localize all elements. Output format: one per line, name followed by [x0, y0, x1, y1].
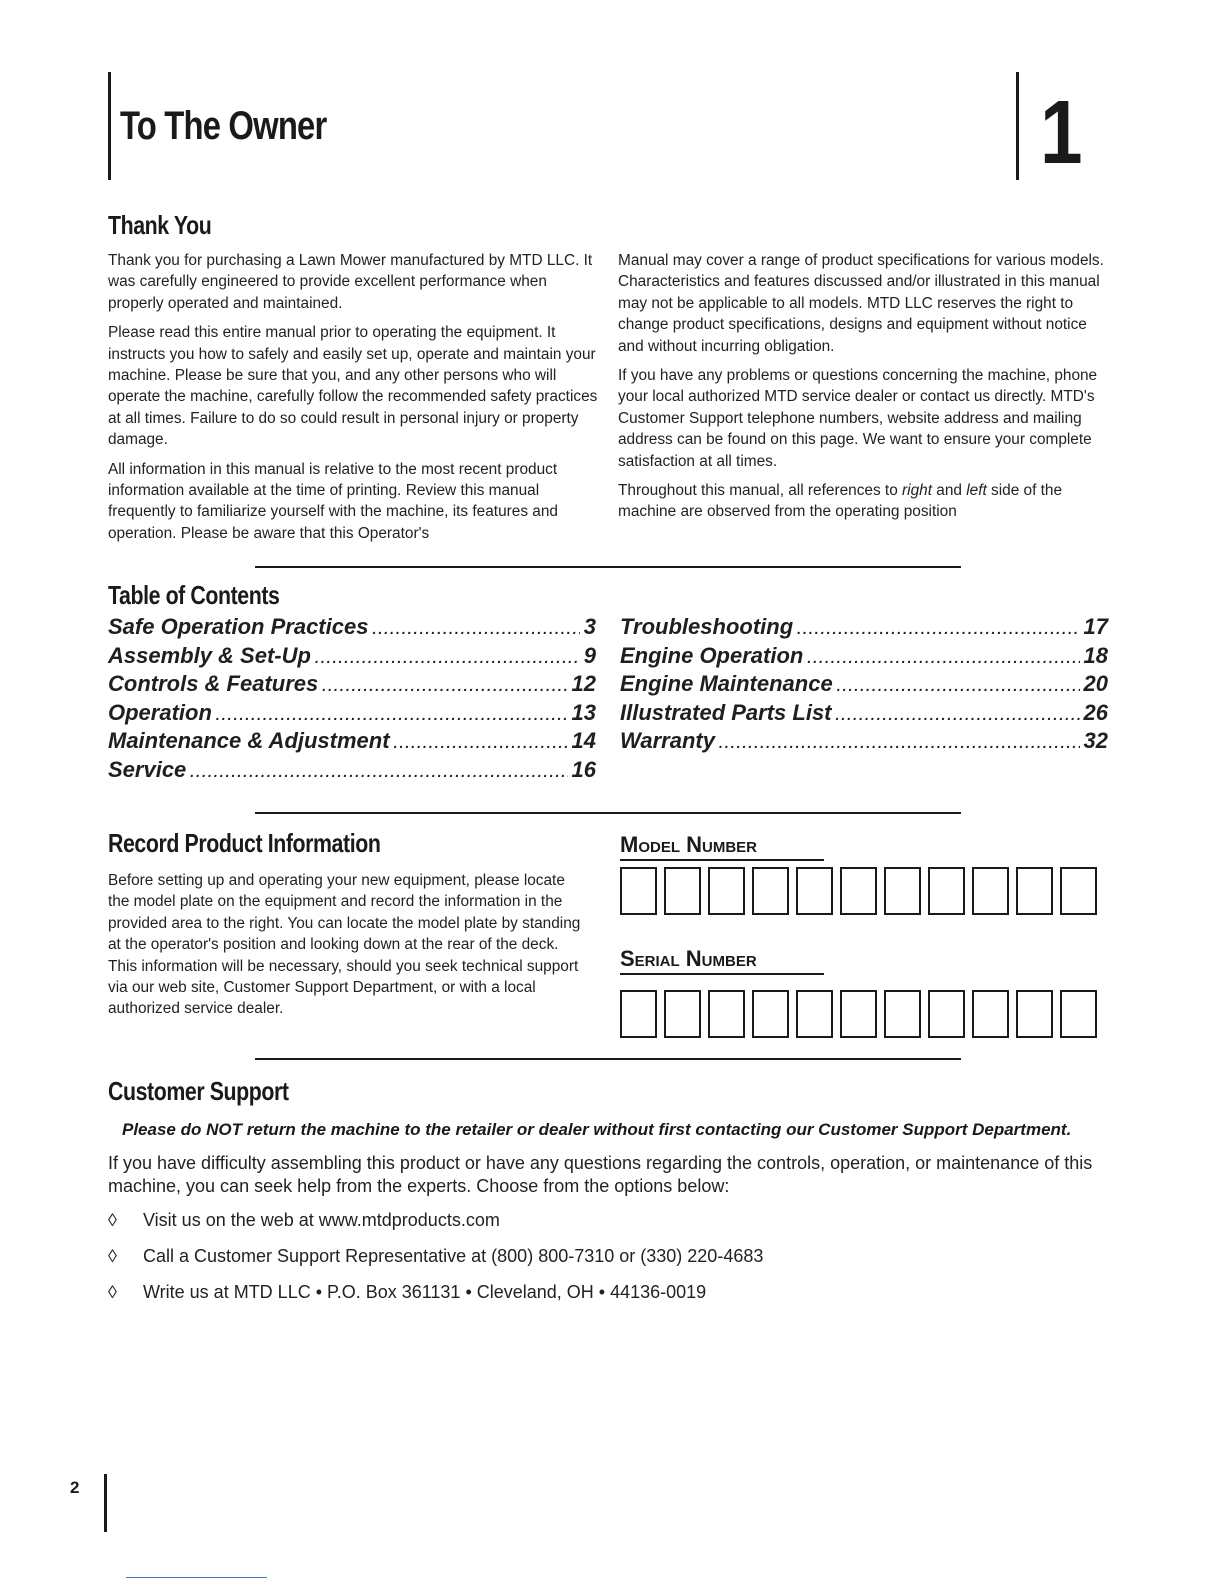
serial-number-digit-box[interactable]	[840, 990, 877, 1038]
toc-entry[interactable]	[620, 614, 1108, 643]
header-left-rule	[108, 72, 111, 180]
serial-number-digit-box[interactable]	[1016, 990, 1053, 1038]
toc-entry-title: Engine Operation	[620, 642, 804, 668]
toc-leader-dots	[315, 650, 580, 666]
section-divider	[255, 812, 961, 814]
toc-entry-page: 20	[1083, 671, 1108, 697]
support-option-text: Write us at MTD LLC • P.O. Box 361131 • Cleveland, OH • 44136-0019	[143, 1282, 707, 1302]
toc-entry[interactable]	[108, 614, 596, 643]
toc-entry-page: 26	[1083, 699, 1108, 725]
toc-entry-title: Service	[108, 756, 187, 782]
serial-number-digit-box[interactable]	[752, 990, 789, 1038]
toc-leader-dots	[836, 707, 1080, 723]
toc-entry-page: 12	[571, 671, 596, 697]
orientation-note: Throughout this manual, all references to right and left side of the machine are observed from the operating position	[618, 482, 1063, 521]
toc-leader-dots	[322, 678, 567, 694]
model-number-digit-box[interactable]	[928, 867, 965, 915]
toc-entry-page: 3	[583, 614, 596, 639]
header-right-rule	[1016, 72, 1019, 180]
toc-leader-dots	[807, 650, 1079, 666]
serial-number-label: Serial Number	[620, 946, 824, 975]
thank-you-paragraph: All information in this manual is relative to the most recent product information available at the time of printing. Review this manual frequently to familiarize yourself with the machine, its features and operation. Please be aware that this Operator's	[108, 460, 558, 542]
toc-entry[interactable]	[108, 671, 596, 700]
model-number-digit-box[interactable]	[884, 867, 921, 915]
toc-entry[interactable]	[108, 700, 596, 729]
toc-leader-dots	[190, 764, 567, 780]
toc-entry-page: 32	[1083, 728, 1108, 754]
serial-number-digit-box[interactable]	[884, 990, 921, 1038]
toc-entry-title: Engine Maintenance	[620, 671, 833, 697]
diamond-bullet-icon: ◊	[108, 1246, 117, 1266]
toc-leader-dots	[216, 707, 568, 723]
serial-number-digit-box[interactable]	[620, 990, 657, 1038]
model-number-digit-box[interactable]	[620, 867, 657, 915]
footer-rule	[104, 1474, 107, 1532]
toc-entry[interactable]	[620, 643, 1108, 672]
chapter-number: 1	[1040, 83, 1083, 183]
serial-number-boxes	[620, 990, 1097, 1038]
toc-entry[interactable]	[620, 728, 1108, 757]
support-notice: Please do NOT return the machine to the retailer or dealer without first contacting our Customer Support Department.	[122, 1120, 1072, 1139]
toc-entry-page: 14	[571, 728, 596, 754]
toc-entry-page: 18	[1083, 642, 1108, 668]
model-number-digit-box[interactable]	[1016, 867, 1053, 915]
support-heading: Customer Support	[108, 1076, 289, 1106]
toc-entry[interactable]	[620, 700, 1108, 729]
toc-heading: Table of Contents	[108, 580, 280, 610]
toc-entry[interactable]	[108, 757, 596, 786]
toc-entry[interactable]	[108, 643, 596, 672]
toc-entry[interactable]	[108, 728, 596, 757]
model-number-label: Model Number	[620, 832, 824, 861]
thank-you-paragraph: Manual may cover a range of product specifications for various models. Characteristics and features discussed and/or illustrated in this manual may not be applicable to all models. MTD LLC reserves the right to change product specifications, designs and equipment without notice and without incurring obligation.	[618, 252, 1104, 355]
support-intro: If you have difficulty assembling this product or have any questions regarding the controls, operation, or maintenance of this machine, you can seek help from the experts. Choose from the options below:	[108, 1153, 1093, 1196]
serial-number-digit-box[interactable]	[796, 990, 833, 1038]
toc-leader-dots	[394, 735, 568, 751]
toc-entry-page: 16	[571, 756, 596, 782]
diamond-bullet-icon: ◊	[108, 1282, 117, 1302]
support-option-text: Call a Customer Support Representative at (800) 800-7310 or (330) 220-4683	[143, 1246, 764, 1266]
toc-entry-title: Assembly & Set-Up	[108, 642, 311, 668]
toc-entry[interactable]	[620, 671, 1108, 700]
page-number: 2	[70, 1478, 80, 1497]
model-number-digit-box[interactable]	[796, 867, 833, 915]
support-option-text: Visit us on the web at www.mtdproducts.com	[143, 1210, 500, 1230]
thank-you-right-column	[618, 250, 1110, 531]
thank-you-paragraph: If you have any problems or questions concerning the machine, phone your local authorized MTD service dealer or contact us directly. MTD's Customer Support telephone numbers, website address and mailing address can be found on this page. We want to ensure your complete satisfaction at all times.	[618, 367, 1098, 470]
toc-entry-page: 9	[583, 642, 596, 668]
model-number-digit-box[interactable]	[972, 867, 1009, 915]
toc-leader-dots	[797, 621, 1079, 637]
toc-entry-page: 17	[1083, 614, 1108, 639]
serial-number-digit-box[interactable]	[972, 990, 1009, 1038]
support-option-mail	[108, 1282, 706, 1303]
model-number-digit-box[interactable]	[708, 867, 745, 915]
toc-entry-title: Safe Operation Practices	[108, 614, 369, 639]
section-divider	[255, 1058, 961, 1060]
thank-you-heading: Thank You	[108, 210, 212, 240]
toc-right-column	[620, 614, 1108, 757]
model-number-digit-box[interactable]	[840, 867, 877, 915]
model-number-boxes	[620, 867, 1097, 915]
serial-number-digit-box[interactable]	[708, 990, 745, 1038]
serial-number-digit-box[interactable]	[664, 990, 701, 1038]
bottom-link-underline	[126, 1577, 267, 1578]
toc-entry-title: Operation	[108, 699, 212, 725]
toc-entry-title: Maintenance & Adjustment	[108, 728, 390, 754]
serial-number-digit-box[interactable]	[1060, 990, 1097, 1038]
toc-entry-title: Troubleshooting	[620, 614, 794, 639]
record-heading: Record Product Information	[108, 828, 381, 858]
toc-entry-page: 13	[571, 699, 596, 725]
toc-leader-dots	[837, 678, 1080, 694]
model-number-digit-box[interactable]	[752, 867, 789, 915]
toc-entry-title: Warranty	[620, 728, 715, 754]
toc-leader-dots	[719, 735, 1080, 751]
toc-leader-dots	[372, 621, 579, 637]
thank-you-paragraph: Thank you for purchasing a Lawn Mower manufactured by MTD LLC. It was carefully engineered to provide excellent performance when properly operated and maintained.	[108, 252, 593, 312]
support-option-web	[108, 1210, 500, 1231]
support-option-phone	[108, 1246, 763, 1267]
toc-entry-title: Controls & Features	[108, 671, 319, 697]
thank-you-left-column	[108, 250, 598, 552]
record-text: Before setting up and operating your new equipment, please locate the model plate on the equipment and record the information in the provided area to the right. You can locate the model plate by standing at the operator's position and looking down at the rear of the deck. This information will be necessary, should you seek technical support via our web site, Customer Support Department, or with a local authorized service dealer.	[108, 872, 581, 1018]
serial-number-digit-box[interactable]	[928, 990, 965, 1038]
model-number-digit-box[interactable]	[1060, 867, 1097, 915]
diamond-bullet-icon: ◊	[108, 1210, 117, 1230]
toc-entry-title: Illustrated Parts List	[620, 699, 832, 725]
model-number-digit-box[interactable]	[664, 867, 701, 915]
thank-you-paragraph: Please read this entire manual prior to operating the equipment. It instructs you how to safely and easily set up, operate and maintain your machine. Please be sure that you, and any other persons who will operate the machine, carefully follow the recommended safety practices at all times. Failure to do so could result in personal injury or property damage.	[108, 324, 598, 449]
section-divider	[255, 566, 961, 568]
toc-left-column	[108, 614, 596, 786]
chapter-title: To The Owner	[120, 104, 327, 148]
